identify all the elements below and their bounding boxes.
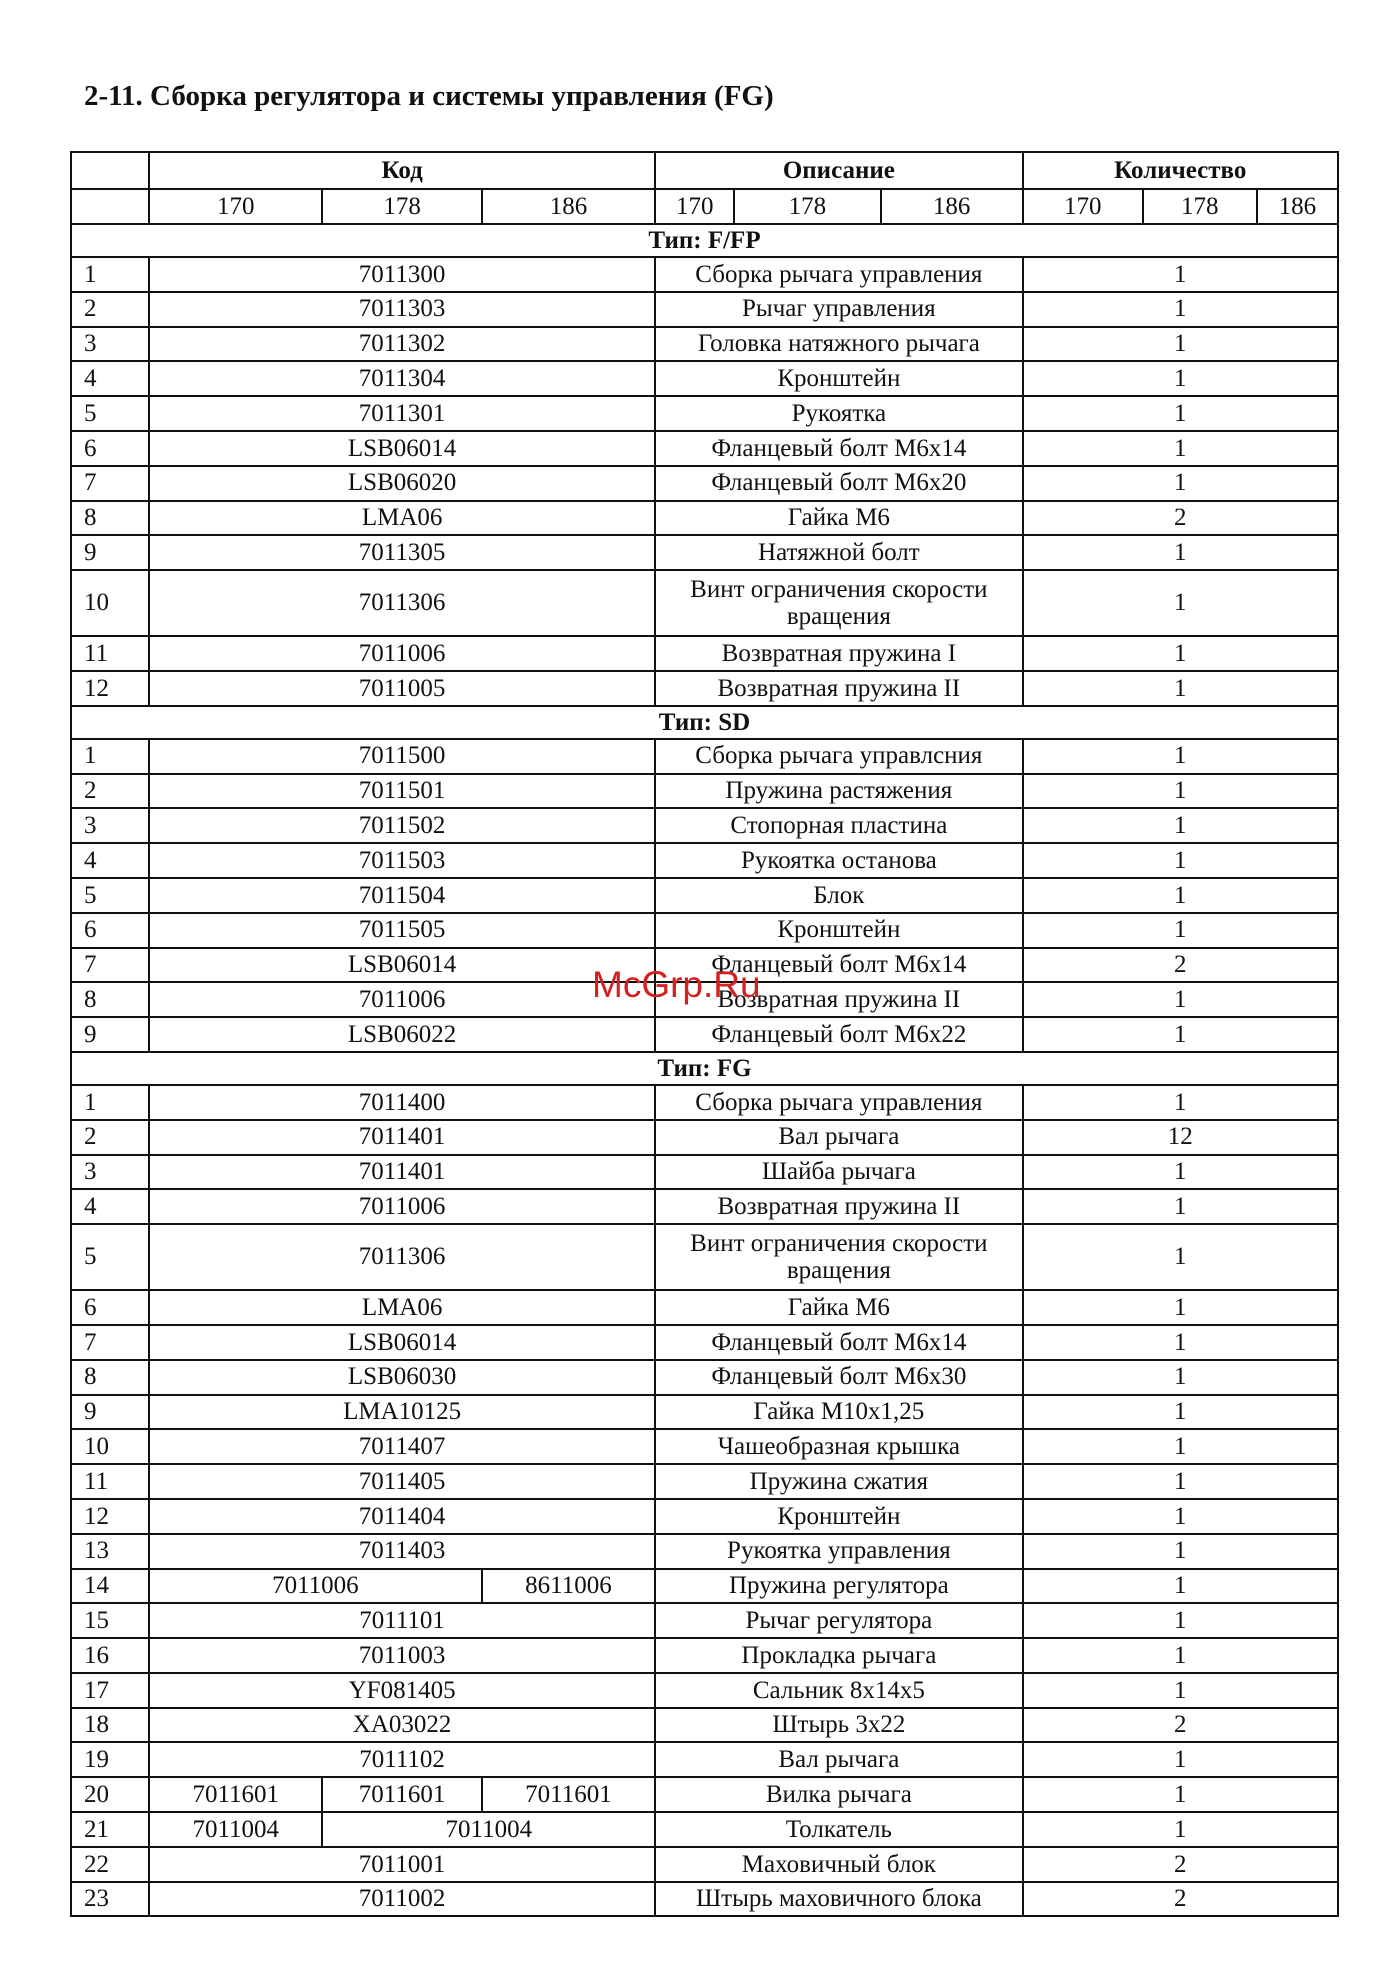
part-quantity: 1 <box>1023 1534 1338 1569</box>
part-code: LSB06020 <box>149 466 655 501</box>
part-quantity: 1 <box>1023 671 1338 706</box>
part-code: 7011002 <box>149 1882 655 1917</box>
table-row <box>71 1189 1338 1224</box>
table-row <box>71 808 1338 843</box>
part-code: 7011305 <box>149 535 655 570</box>
part-quantity: 1 <box>1023 982 1338 1017</box>
table-row <box>71 1290 1338 1325</box>
row-number: 7 <box>71 948 149 983</box>
part-code: 7011004 <box>149 1812 322 1847</box>
row-number: 1 <box>71 1085 149 1120</box>
row-number: 7 <box>71 1325 149 1360</box>
part-description: Шайба рычага <box>655 1155 1022 1190</box>
table-row <box>71 466 1338 501</box>
section-label: Тип: F/FP <box>71 224 1338 257</box>
row-number: 3 <box>71 1155 149 1190</box>
part-description: Сборка рычага управлсния <box>655 739 1022 774</box>
table-row <box>71 774 1338 809</box>
part-description: Гайка М6 <box>655 501 1022 536</box>
part-code: LMA06 <box>149 501 655 536</box>
part-code: 7011503 <box>149 843 655 878</box>
subheader-blank <box>71 189 149 224</box>
part-code: 7011601 <box>322 1777 481 1812</box>
part-quantity: 1 <box>1023 1429 1338 1464</box>
row-number: 5 <box>71 396 149 431</box>
part-description: Фланцевый болт М6х14 <box>655 431 1022 466</box>
row-number: 9 <box>71 1395 149 1430</box>
row-number: 12 <box>71 1499 149 1534</box>
row-number: 23 <box>71 1882 149 1917</box>
part-quantity: 1 <box>1023 396 1338 431</box>
part-code: 7011302 <box>149 327 655 362</box>
row-number: 20 <box>71 1777 149 1812</box>
part-description: Фланцевый болт М6х14 <box>655 948 1022 983</box>
row-number: 4 <box>71 1189 149 1224</box>
table-row <box>71 1429 1338 1464</box>
table-row <box>71 1673 1338 1708</box>
subheader-qty-178: 178 <box>1143 189 1257 224</box>
part-quantity: 1 <box>1023 843 1338 878</box>
part-description: Маховичный блок <box>655 1847 1022 1882</box>
part-description: Винт ограничения скорости вращения <box>655 570 1022 636</box>
part-description: Рукоятка <box>655 396 1022 431</box>
part-quantity: 2 <box>1023 1847 1338 1882</box>
part-description: Пружина растяжения <box>655 774 1022 809</box>
part-description: Кронштейн <box>655 361 1022 396</box>
part-quantity: 1 <box>1023 431 1338 466</box>
part-code: LSB06030 <box>149 1360 655 1395</box>
part-quantity: 1 <box>1023 1499 1338 1534</box>
section-label: Тип: SD <box>71 706 1338 739</box>
part-code: 7011504 <box>149 878 655 913</box>
part-description: Вилка рычага <box>655 1777 1022 1812</box>
part-description: Возвратная пружина II <box>655 982 1022 1017</box>
part-quantity: 1 <box>1023 739 1338 774</box>
row-number: 22 <box>71 1847 149 1882</box>
part-description: Вал рычага <box>655 1120 1022 1155</box>
part-code: 7011306 <box>149 1224 655 1290</box>
part-description: Кронштейн <box>655 1499 1022 1534</box>
header-description: Описание <box>655 152 1022 189</box>
part-quantity: 2 <box>1023 501 1338 536</box>
table-body <box>71 224 1338 1916</box>
part-quantity: 1 <box>1023 1569 1338 1604</box>
part-code: 7011505 <box>149 913 655 948</box>
table-row <box>71 1603 1338 1638</box>
part-description: Возвратная пружина II <box>655 671 1022 706</box>
part-description: Блок <box>655 878 1022 913</box>
table-row <box>71 1569 1338 1604</box>
part-quantity: 1 <box>1023 636 1338 671</box>
table-row <box>71 570 1338 636</box>
part-quantity: 1 <box>1023 878 1338 913</box>
table-row <box>71 327 1338 362</box>
table-row <box>71 1395 1338 1430</box>
part-code: 7011102 <box>149 1742 655 1777</box>
part-quantity: 1 <box>1023 808 1338 843</box>
part-quantity: 1 <box>1023 292 1338 327</box>
part-quantity: 1 <box>1023 1464 1338 1499</box>
part-description: Толкатель <box>655 1812 1022 1847</box>
row-number: 3 <box>71 808 149 843</box>
table-row <box>71 396 1338 431</box>
table-row <box>71 501 1338 536</box>
part-quantity: 1 <box>1023 1742 1338 1777</box>
part-code: 7011401 <box>149 1120 655 1155</box>
row-number: 16 <box>71 1638 149 1673</box>
row-number: 12 <box>71 671 149 706</box>
row-number: 11 <box>71 1464 149 1499</box>
part-description: Стопорная пластина <box>655 808 1022 843</box>
row-number: 14 <box>71 1569 149 1604</box>
part-quantity: 1 <box>1023 1155 1338 1190</box>
part-quantity: 1 <box>1023 1325 1338 1360</box>
part-quantity: 1 <box>1023 466 1338 501</box>
part-quantity: 1 <box>1023 1395 1338 1430</box>
row-number: 8 <box>71 501 149 536</box>
subheader-qty-170: 170 <box>1023 189 1143 224</box>
row-number: 1 <box>71 739 149 774</box>
row-number: 17 <box>71 1673 149 1708</box>
subheader-desc-178: 178 <box>734 189 880 224</box>
row-number: 2 <box>71 774 149 809</box>
part-code: 7011403 <box>149 1534 655 1569</box>
row-number: 13 <box>71 1534 149 1569</box>
part-code: LMA06 <box>149 1290 655 1325</box>
part-description: Фланцевый болт М6х20 <box>655 466 1022 501</box>
table-row <box>71 636 1338 671</box>
part-code: LSB06022 <box>149 1017 655 1052</box>
part-quantity: 1 <box>1023 1224 1338 1290</box>
parts-table <box>70 151 1339 1917</box>
part-code: 7011404 <box>149 1499 655 1534</box>
part-quantity: 1 <box>1023 1290 1338 1325</box>
part-code: 7011001 <box>149 1847 655 1882</box>
part-code: LMA10125 <box>149 1395 655 1430</box>
table-row <box>71 739 1338 774</box>
row-number: 6 <box>71 913 149 948</box>
subheader-desc-170: 170 <box>655 189 734 224</box>
part-code: 7011006 <box>149 1569 482 1604</box>
subheader-qty-186: 186 <box>1257 189 1338 224</box>
row-number: 4 <box>71 361 149 396</box>
table-row <box>71 1325 1338 1360</box>
part-code: YF081405 <box>149 1673 655 1708</box>
part-description: Рычаг регулятора <box>655 1603 1022 1638</box>
part-description: Гайка М10х1,25 <box>655 1395 1022 1430</box>
part-quantity: 1 <box>1023 1812 1338 1847</box>
table-row <box>71 1464 1338 1499</box>
part-quantity: 12 <box>1023 1120 1338 1155</box>
part-description: Фланцевый болт М6х30 <box>655 1360 1022 1395</box>
table-row <box>71 1882 1338 1917</box>
part-quantity: 2 <box>1023 948 1338 983</box>
part-description: Пружина сжатия <box>655 1464 1022 1499</box>
table-row <box>71 671 1338 706</box>
table-row <box>71 1742 1338 1777</box>
row-number: 19 <box>71 1742 149 1777</box>
part-description: Сборка рычага управления <box>655 257 1022 292</box>
row-number: 5 <box>71 1224 149 1290</box>
row-number: 11 <box>71 636 149 671</box>
part-quantity: 1 <box>1023 1777 1338 1812</box>
part-description: Кронштейн <box>655 913 1022 948</box>
header-quantity: Количество <box>1023 152 1338 189</box>
row-number: 8 <box>71 982 149 1017</box>
table-row <box>71 1777 1338 1812</box>
row-number: 5 <box>71 878 149 913</box>
table-row <box>71 431 1338 466</box>
table-row <box>71 1847 1338 1882</box>
table-row <box>71 1499 1338 1534</box>
table-row <box>71 1224 1338 1290</box>
row-number: 15 <box>71 1603 149 1638</box>
part-description: Фланцевый болт М6х14 <box>655 1325 1022 1360</box>
part-code: 7011401 <box>149 1155 655 1190</box>
subheader-code-178: 178 <box>322 189 481 224</box>
part-description: Вал рычага <box>655 1742 1022 1777</box>
part-quantity: 1 <box>1023 1603 1338 1638</box>
row-number: 7 <box>71 466 149 501</box>
part-code: 7011006 <box>149 636 655 671</box>
part-quantity: 1 <box>1023 535 1338 570</box>
row-number: 2 <box>71 292 149 327</box>
part-code: 7011400 <box>149 1085 655 1120</box>
part-code: 7011005 <box>149 671 655 706</box>
part-description: Рукоятка останова <box>655 843 1022 878</box>
part-description: Натяжной болт <box>655 535 1022 570</box>
table-row <box>71 1708 1338 1743</box>
part-code: 7011006 <box>149 1189 655 1224</box>
subheader-code-186: 186 <box>482 189 655 224</box>
part-quantity: 1 <box>1023 1360 1338 1395</box>
part-quantity: 1 <box>1023 570 1338 636</box>
section-header <box>71 224 1338 257</box>
part-quantity: 1 <box>1023 1189 1338 1224</box>
table-row <box>71 1155 1338 1190</box>
header-number <box>71 152 149 189</box>
table-row <box>71 913 1338 948</box>
part-description: Пружина регулятора <box>655 1569 1022 1604</box>
part-quantity: 1 <box>1023 327 1338 362</box>
table-row <box>71 361 1338 396</box>
row-number: 10 <box>71 1429 149 1464</box>
row-number: 3 <box>71 327 149 362</box>
subheader-desc-186: 186 <box>881 189 1023 224</box>
part-code: 7011003 <box>149 1638 655 1673</box>
part-code: 7011601 <box>149 1777 322 1812</box>
part-description: Рычаг управления <box>655 292 1022 327</box>
part-quantity: 1 <box>1023 1638 1338 1673</box>
part-code: 7011004 <box>322 1812 655 1847</box>
part-description: Гайка М6 <box>655 1290 1022 1325</box>
section-header <box>71 1052 1338 1085</box>
row-number: 2 <box>71 1120 149 1155</box>
table-row <box>71 292 1338 327</box>
part-description: Сальник 8х14х5 <box>655 1673 1022 1708</box>
part-code: 7011006 <box>149 982 655 1017</box>
part-code: 7011304 <box>149 361 655 396</box>
part-code: 7011501 <box>149 774 655 809</box>
table-row <box>71 1534 1338 1569</box>
part-description: Прокладка рычага <box>655 1638 1022 1673</box>
part-description: Штырь маховичного блока <box>655 1882 1022 1917</box>
part-description: Винт ограничения скорости вращения <box>655 1224 1022 1290</box>
part-description: Чашеобразная крышка <box>655 1429 1022 1464</box>
row-number: 18 <box>71 1708 149 1743</box>
row-number: 6 <box>71 431 149 466</box>
table-row <box>71 1360 1338 1395</box>
table-row <box>71 1638 1338 1673</box>
part-code: LSB06014 <box>149 948 655 983</box>
part-description: Штырь 3х22 <box>655 1708 1022 1743</box>
part-code: 7011300 <box>149 257 655 292</box>
part-code: 7011500 <box>149 739 655 774</box>
part-code: 7011407 <box>149 1429 655 1464</box>
table-row <box>71 1085 1338 1120</box>
header-code: Код <box>149 152 655 189</box>
part-description: Возвратная пружина I <box>655 636 1022 671</box>
row-number: 8 <box>71 1360 149 1395</box>
watermark: McGrp.Ru <box>592 964 761 1005</box>
part-quantity: 1 <box>1023 257 1338 292</box>
part-code: XA03022 <box>149 1708 655 1743</box>
part-code: 7011306 <box>149 570 655 636</box>
row-number: 1 <box>71 257 149 292</box>
part-description: Возвратная пружина II <box>655 1189 1022 1224</box>
table-row <box>71 878 1338 913</box>
part-description: Головка натяжного рычага <box>655 327 1022 362</box>
part-code: LSB06014 <box>149 431 655 466</box>
part-quantity: 2 <box>1023 1882 1338 1917</box>
part-code: 7011303 <box>149 292 655 327</box>
table-row <box>71 257 1338 292</box>
row-number: 10 <box>71 570 149 636</box>
part-code: 7011502 <box>149 808 655 843</box>
table-row <box>71 535 1338 570</box>
row-number: 9 <box>71 1017 149 1052</box>
part-code: 7011601 <box>482 1777 655 1812</box>
section-label: Тип: FG <box>71 1052 1338 1085</box>
part-code: 7011301 <box>149 396 655 431</box>
row-number: 9 <box>71 535 149 570</box>
part-quantity: 1 <box>1023 1017 1338 1052</box>
subheader-code-170: 170 <box>149 189 322 224</box>
part-quantity: 1 <box>1023 913 1338 948</box>
part-code: 7011405 <box>149 1464 655 1499</box>
row-number: 4 <box>71 843 149 878</box>
part-description: Рукоятка управления <box>655 1534 1022 1569</box>
part-quantity: 1 <box>1023 361 1338 396</box>
part-quantity: 2 <box>1023 1708 1338 1743</box>
part-code: LSB06014 <box>149 1325 655 1360</box>
table-row <box>71 843 1338 878</box>
part-code: 7011101 <box>149 1603 655 1638</box>
part-quantity: 1 <box>1023 774 1338 809</box>
part-description: Фланцевый болт М6х22 <box>655 1017 1022 1052</box>
table-row <box>71 1017 1338 1052</box>
section-header <box>71 706 1338 739</box>
part-description: Сборка рычага управления <box>655 1085 1022 1120</box>
row-number: 6 <box>71 1290 149 1325</box>
part-quantity: 1 <box>1023 1673 1338 1708</box>
part-quantity: 1 <box>1023 1085 1338 1120</box>
table-row <box>71 1120 1338 1155</box>
table-row <box>71 1812 1338 1847</box>
page-title: 2-11. Сборка регулятора и системы управления (FG) <box>84 80 774 112</box>
row-number: 21 <box>71 1812 149 1847</box>
part-code: 8611006 <box>482 1569 655 1604</box>
